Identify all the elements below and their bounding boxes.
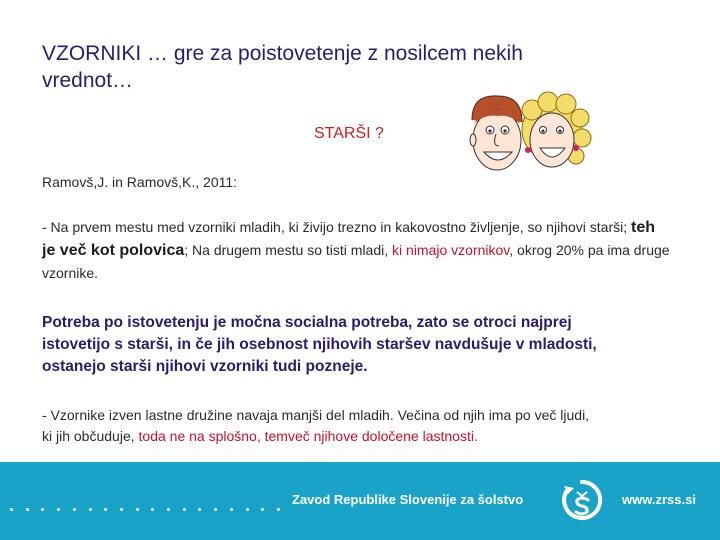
slide-title <box>42 40 642 94</box>
paragraph-1-text-c: , okrog 20% pa ima druge vzornike. <box>42 242 670 281</box>
paragraph-1-text-b: ; Na drugem mestu so tisti mladi, <box>184 242 393 258</box>
paragraph-3-line-1: - Vzornike izven lastne družine navaja manjši del mladih. Večina od njih ima po več ljudi, <box>42 407 590 423</box>
zrss-logo-icon <box>560 478 604 522</box>
slide-title-line-1: VZORNIKI … gre za poistovetenje z nosilcem nekih <box>42 42 523 65</box>
citation: Ramovš,J. in Ramovš,K., 2011: <box>42 174 238 190</box>
man-face <box>470 96 522 170</box>
paragraph-external-role-models <box>42 405 692 447</box>
paragraph-2-line-1: Potreba po istovetenju je močna socialna potreba, zato se otroci najprej <box>42 314 572 331</box>
paragraph-parents-role-models <box>42 216 672 285</box>
footer-website-link[interactable]: www.zrss.si <box>622 492 696 507</box>
subtitle-parents: STARŠI ? <box>314 125 384 142</box>
paragraph-2-line-2: istovetijo s starši, in če jih osebnost njihovih staršev navdušuje v mladosti, <box>42 336 597 353</box>
slide-title-line-2: vrednot… <box>42 69 134 92</box>
footer-dots-decoration <box>10 503 280 515</box>
paragraph-3-highlight: toda ne na splošno, temveč njihove določene lastnosti. <box>138 428 478 444</box>
paragraph-1-emphasis: teh je več kot polovica <box>42 219 655 259</box>
paragraph-1-text-a: - Na prvem mestu med vzorniki mladih, ki živijo trezno in kakovostno življenje, so njihovi starši; <box>42 219 631 235</box>
paragraph-identification-need <box>42 312 682 378</box>
paragraph-3-line-2 <box>42 426 692 447</box>
paragraph-1-highlight: ki nimajo vzornikov <box>392 242 510 258</box>
paragraph-2-line-3: ostanejo starši njihovi vzorniki tudi pozneje. <box>42 358 368 375</box>
cartoon-couple-illustration <box>452 90 592 188</box>
paragraph-3-text: ki jih občuduje, <box>42 428 139 444</box>
footer-organization-name: Zavod Republike Slovenije za šolstvo <box>292 492 524 507</box>
